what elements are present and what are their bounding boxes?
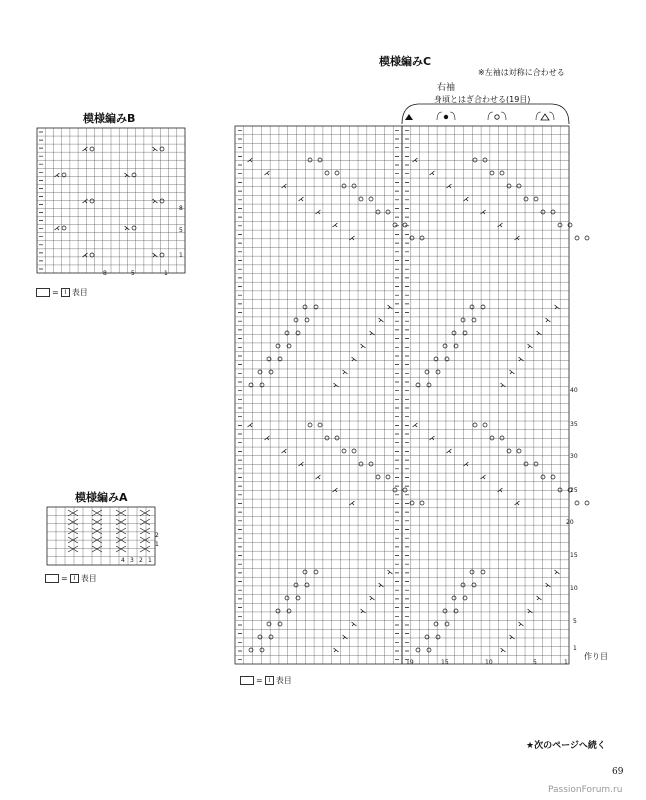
chart-c-lower-right-yarn-over <box>483 423 487 427</box>
chart-c-mid-right-yarn-over <box>454 344 458 348</box>
chart-c-mid-left-yarn-over <box>287 344 291 348</box>
chart-c-bottom-right-yarn-over <box>436 635 440 639</box>
cable-cross-symbol <box>68 519 78 525</box>
chart-c-lower-right-yarn-over <box>551 475 555 479</box>
chart-c-upper-right-yarn-over <box>558 223 562 227</box>
chart-c-mid-left-yarn-over <box>303 305 307 309</box>
decrease-symbol <box>153 253 158 257</box>
chart-c-bottom-right-decrease <box>555 570 560 574</box>
chart-c-mid-left-yarn-over <box>314 305 318 309</box>
chart-c-upper-left-yarn-over <box>325 171 329 175</box>
watermark: PassionForum.ru <box>548 785 623 795</box>
chart-c-mid-right-yarn-over <box>436 370 440 374</box>
chart-c-lower-right-decrease <box>464 462 469 466</box>
chart-c-upper-left-decrease <box>282 184 287 188</box>
chart-c-upper-right-decrease <box>498 223 503 227</box>
chart-c-bottom-left-yarn-over <box>285 596 289 600</box>
chart-c-bottom-left-decrease <box>370 596 375 600</box>
chart-c-lower-left-yarn-over <box>308 423 312 427</box>
start-label: 作り目 <box>584 652 608 661</box>
chart-c-upper-left-yarn-over <box>342 184 346 188</box>
chart-a-col-label: 4 <box>121 557 125 564</box>
chart-c-right-purl-column <box>405 130 409 659</box>
chart-c-lower-right-yarn-over <box>500 436 504 440</box>
chart-c-mid-right-yarn-over <box>461 318 465 322</box>
chart-b-title: 模様編みB <box>83 112 136 125</box>
chart-c-bottom-right-yarn-over <box>470 570 474 574</box>
legend-empty-box <box>36 288 50 297</box>
chart-c-left-lines <box>235 126 402 664</box>
cable-cross-symbol <box>92 528 102 534</box>
chart-b-col-label: 5 <box>131 270 135 277</box>
chart-c-bottom-left-yarn-over <box>287 609 291 613</box>
cable-cross-symbol <box>140 519 150 525</box>
chart-c-upper-left-yarn-over <box>318 158 322 162</box>
chart-c-bottom-left-decrease <box>361 609 366 613</box>
chart-c-bottom-right-yarn-over <box>425 635 429 639</box>
chart-c-bottom-right-decrease <box>519 622 524 626</box>
chart-c-lower-right-decrease <box>447 449 452 453</box>
decrease-symbol <box>153 199 158 203</box>
chart-c-mid-left-decrease <box>352 357 357 361</box>
marker-open-circle <box>495 115 499 119</box>
chart-c-upper-left-decrease <box>248 158 253 162</box>
cable-cross-symbol <box>68 528 78 534</box>
chart-c-upper-left-decrease <box>350 236 355 240</box>
chart-c-mid-right-decrease <box>519 357 524 361</box>
chart-c-col-label: 1 <box>564 659 568 666</box>
chart-c-lower-left-decrease <box>333 488 338 492</box>
chart-c-upper-right-decrease <box>515 236 520 240</box>
chart-c-mid-left-yarn-over <box>267 357 271 361</box>
chart-c-bottom-left-yarn-over <box>303 570 307 574</box>
chart-c-mid-left-yarn-over <box>296 331 300 335</box>
chart-c-upper-right-decrease <box>430 171 435 175</box>
chart-c-mid-left-yarn-over <box>258 370 262 374</box>
yarn-over-symbol <box>160 147 164 151</box>
chart-c-lower-right-yarn-over <box>558 488 562 492</box>
cable-cross-symbol <box>92 546 102 552</box>
chart-c-lower-right-yarn-over <box>473 423 477 427</box>
chart-c-lower-right-decrease <box>481 475 486 479</box>
chart-c-upper-left-yarn-over <box>308 158 312 162</box>
chart-c-lower-left-yarn-over <box>420 501 424 505</box>
chart-c-upper-left-yarn-over <box>393 223 397 227</box>
chart-c-bottom-left-decrease <box>352 622 357 626</box>
decrease-symbol <box>83 147 88 151</box>
chart-c-upper-right-yarn-over <box>534 197 538 201</box>
legend-text: 表目 <box>80 574 97 583</box>
chart-c-upper-right-decrease <box>413 158 418 162</box>
chart-c-upper-left-yarn-over <box>335 171 339 175</box>
yarn-over-symbol <box>132 173 136 177</box>
chart-c-legend <box>240 675 292 686</box>
cable-cross-symbol <box>68 546 78 552</box>
chart-b-row-label: 8 <box>179 205 183 212</box>
chart-c-mid-right-decrease <box>546 318 551 322</box>
chart-c-lower-right-yarn-over <box>585 501 589 505</box>
chart-c-mid-left-yarn-over <box>269 370 273 374</box>
chart-c-upper-right-yarn-over <box>483 158 487 162</box>
chart-c-bottom-right-yarn-over <box>463 596 467 600</box>
marker-filled-circle <box>444 115 448 119</box>
bracket-arc <box>437 112 455 120</box>
cable-cross-symbol <box>140 510 150 516</box>
decrease-symbol <box>83 199 88 203</box>
cable-cross-symbol <box>92 519 102 525</box>
chart-c-lower-left-yarn-over <box>410 501 414 505</box>
chart-c-bottom-left-decrease <box>334 648 339 652</box>
cable-cross-symbol <box>116 519 126 525</box>
chart-c-mid-left-decrease <box>388 305 393 309</box>
chart-c-mid-right-yarn-over <box>452 331 456 335</box>
cable-cross-symbol <box>92 510 102 516</box>
chart-c-upper-left-yarn-over <box>352 184 356 188</box>
chart-c-upper-right-yarn-over <box>568 223 572 227</box>
chart-c-mid-left-yarn-over <box>278 357 282 361</box>
chart-c-bottom-right-yarn-over <box>452 596 456 600</box>
decrease-symbol <box>125 226 130 230</box>
chart-b-purl-column <box>39 132 43 269</box>
chart-c-mid-right-yarn-over <box>416 383 420 387</box>
chart-c-bottom-right-decrease <box>528 609 533 613</box>
chart-c-upper-right-yarn-over <box>500 171 504 175</box>
chart-c-lower-right-yarn-over <box>517 449 521 453</box>
chart-c-bottom-left-yarn-over <box>305 583 309 587</box>
chart-c-lower-right-yarn-over <box>534 462 538 466</box>
chart-c-mid-left-decrease <box>361 344 366 348</box>
chart-c-upper-right-yarn-over <box>507 184 511 188</box>
chart-b-col-label: 1 <box>164 270 168 277</box>
sleeve-label: 右袖 <box>437 83 456 93</box>
chart-c-mid-right-decrease <box>501 383 506 387</box>
chart-c-lower-left-decrease <box>316 475 321 479</box>
chart-c-upper-left-yarn-over <box>410 236 414 240</box>
chart-c-bottom-right-yarn-over <box>472 583 476 587</box>
cable-cross-symbol <box>140 537 150 543</box>
chart-c-lower-right-yarn-over <box>575 501 579 505</box>
bracket-arc <box>536 112 554 120</box>
chart-c-upper-left-yarn-over <box>376 210 380 214</box>
chart-b-row-label: 1 <box>179 252 183 259</box>
page-number: 69 <box>612 767 624 777</box>
chart-c-upper-left-yarn-over <box>420 236 424 240</box>
cable-cross-symbol <box>116 528 126 534</box>
chart-c-lower-right-yarn-over <box>524 462 528 466</box>
cable-cross-symbol <box>92 537 102 543</box>
chart-c-upper-left-decrease <box>265 171 270 175</box>
chart-c-lower-right-decrease <box>515 501 520 505</box>
chart-c-right-lines <box>402 126 569 664</box>
chart-c-row-label: 40 <box>570 387 578 394</box>
yarn-over-symbol <box>160 199 164 203</box>
chart-c-upper-right-decrease <box>464 197 469 201</box>
chart-c-mid-left-decrease <box>343 370 348 374</box>
chart-c-upper-right-yarn-over <box>490 171 494 175</box>
chart-b-col-label: 8 <box>103 270 107 277</box>
chart-c-left-frame <box>235 126 402 664</box>
chart-a-col-label: 3 <box>130 557 134 564</box>
chart-c-mid-right-decrease <box>537 331 542 335</box>
marker-open-triangle <box>541 114 549 120</box>
chart-c-upper-left-yarn-over <box>386 210 390 214</box>
chart-c-mid-purl-column <box>395 130 399 659</box>
chart-c-mid-left-yarn-over <box>305 318 309 322</box>
chart-c-left-purl-column <box>238 130 242 659</box>
chart-c-bottom-right-decrease <box>501 648 506 652</box>
chart-c-bottom-right-yarn-over <box>427 648 431 652</box>
chart-c-mid-right-yarn-over <box>425 370 429 374</box>
chart-c-row-label: 15 <box>570 552 578 559</box>
chart-c-col-label: 10 <box>485 659 493 666</box>
chart-c-bottom-right-yarn-over <box>481 570 485 574</box>
chart-c-mid-right-decrease <box>555 305 560 309</box>
decrease-symbol <box>55 226 60 230</box>
chart-c-upper-right-yarn-over <box>541 210 545 214</box>
chart-c-mid-left-decrease <box>379 318 384 322</box>
legend-text: 表目 <box>275 676 292 685</box>
chart-c-title: 模様編みC <box>379 55 432 68</box>
chart-c-lower-right-decrease <box>498 488 503 492</box>
chart-c-note: ※左袖は対称に合わせる <box>478 68 565 77</box>
chart-c-mid-right-yarn-over <box>445 357 449 361</box>
chart-c-row-label: 25 <box>570 487 578 494</box>
chart-c-bottom-left-yarn-over <box>276 609 280 613</box>
chart-c-lower-left-yarn-over <box>386 475 390 479</box>
chart-c-mid-right-decrease <box>528 344 533 348</box>
chart-c-mid-right-yarn-over <box>470 305 474 309</box>
cable-cross-symbol <box>68 510 78 516</box>
chart-c-lower-right-yarn-over <box>507 449 511 453</box>
chart-c-upper-left-decrease <box>333 223 338 227</box>
bracket-arc <box>488 112 506 120</box>
chart-c-mid-right-yarn-over <box>434 357 438 361</box>
chart-c-lower-right-yarn-over <box>541 475 545 479</box>
chart-c-right-frame <box>402 126 569 664</box>
legend-empty-box <box>240 676 254 685</box>
chart-c-row-label: 35 <box>570 421 578 428</box>
chart-c-lower-left-decrease <box>299 462 304 466</box>
legend-equals: = <box>256 676 263 685</box>
chart-a-title: 模様編みA <box>75 491 128 504</box>
legend-equals: = <box>61 574 68 583</box>
marker-filled-triangle <box>405 114 413 120</box>
chart-c-col-label: 15 <box>441 659 449 666</box>
chart-c-mid-right-yarn-over <box>481 305 485 309</box>
chart-c-row-label: 30 <box>570 453 578 460</box>
chart-c-bottom-left-yarn-over <box>314 570 318 574</box>
decrease-symbol <box>55 173 60 177</box>
chart-c-mid-right-decrease <box>510 370 515 374</box>
chart-c-upper-left-yarn-over <box>369 197 373 201</box>
chart-c-lower-left-decrease <box>282 449 287 453</box>
chart-c-lower-left-yarn-over <box>342 449 346 453</box>
chart-c-bottom-right-yarn-over <box>443 609 447 613</box>
legend-knit-symbol: I <box>61 288 70 297</box>
chart-c-lower-left-yarn-over <box>369 462 373 466</box>
yarn-over-symbol <box>62 226 66 230</box>
chart-c-lower-right-decrease <box>413 423 418 427</box>
chart-c-bottom-right-yarn-over <box>461 583 465 587</box>
chart-a-row-label: 2 <box>155 532 159 539</box>
cable-cross-symbol <box>68 537 78 543</box>
chart-c-upper-right-yarn-over <box>517 184 521 188</box>
chart-c-bottom-right-yarn-over <box>434 622 438 626</box>
yarn-over-symbol <box>62 173 66 177</box>
chart-c-bottom-left-yarn-over <box>294 583 298 587</box>
chart-a-col-label: 1 <box>148 557 152 564</box>
chart-c-lower-left-yarn-over <box>393 488 397 492</box>
chart-c-lower-left-yarn-over <box>318 423 322 427</box>
chart-c-row-label: 1 <box>573 645 577 652</box>
chart-c-lower-right-yarn-over <box>490 436 494 440</box>
yarn-over-symbol <box>90 147 94 151</box>
yarn-over-symbol <box>90 199 94 203</box>
chart-c-bottom-right-decrease <box>546 583 551 587</box>
chart-c-lower-left-yarn-over <box>359 462 363 466</box>
chart-c-mid-left-yarn-over <box>260 383 264 387</box>
chart-c-bottom-left-yarn-over <box>269 635 273 639</box>
chart-c-col-label: 19 <box>406 659 414 666</box>
chart-c-bottom-right-yarn-over <box>445 622 449 626</box>
yarn-over-symbol <box>160 253 164 257</box>
chart-b-legend <box>36 287 88 298</box>
chart-c-upper-right-yarn-over <box>551 210 555 214</box>
chart-c-bottom-right-decrease <box>510 635 515 639</box>
chart-c-upper-right-yarn-over <box>585 236 589 240</box>
chart-c-lower-left-yarn-over <box>335 436 339 440</box>
chart-c-upper-left-yarn-over <box>403 223 407 227</box>
chart-a-legend <box>45 573 97 584</box>
cable-cross-symbol <box>116 537 126 543</box>
chart-c-mid-left-yarn-over <box>294 318 298 322</box>
chart-c-lower-left-decrease <box>248 423 253 427</box>
chart-c-lower-left-yarn-over <box>376 475 380 479</box>
chart-c-lower-left-yarn-over <box>325 436 329 440</box>
join-bracket <box>402 104 569 124</box>
chart-c-mid-right-yarn-over <box>472 318 476 322</box>
chart-c-upper-left-decrease <box>299 197 304 201</box>
chart-b-row-label: 5 <box>179 227 183 234</box>
legend-equals: = <box>52 288 59 297</box>
chart-c-bottom-left-decrease <box>388 570 393 574</box>
chart-c-mid-right-yarn-over <box>443 344 447 348</box>
chart-c-mid-left-yarn-over <box>276 344 280 348</box>
chart-c-mid-left-decrease <box>370 331 375 335</box>
chart-c-row-label: 10 <box>570 585 578 592</box>
join-label: 身頃とはぎ合わせる(19目) <box>434 95 531 104</box>
legend-empty-box <box>45 574 59 583</box>
chart-c-bottom-right-yarn-over <box>454 609 458 613</box>
chart-c-lower-left-yarn-over <box>403 488 407 492</box>
yarn-over-symbol <box>90 253 94 257</box>
chart-c-col-label: 5 <box>533 659 537 666</box>
chart-a-col-label: 2 <box>139 557 143 564</box>
chart-c-upper-left-yarn-over <box>359 197 363 201</box>
cable-cross-symbol <box>116 546 126 552</box>
chart-c-bottom-left-yarn-over <box>249 648 253 652</box>
decrease-symbol <box>153 147 158 151</box>
legend-knit-symbol: I <box>70 574 79 583</box>
legend-knit-symbol: I <box>265 676 274 685</box>
chart-c-bottom-left-yarn-over <box>296 596 300 600</box>
chart-c-bottom-left-yarn-over <box>267 622 271 626</box>
decrease-symbol <box>83 253 88 257</box>
legend-text: 表目 <box>71 288 88 297</box>
chart-c-lower-left-decrease <box>350 501 355 505</box>
chart-c-upper-right-yarn-over <box>524 197 528 201</box>
chart-b-frame <box>37 128 185 273</box>
chart-c-upper-right-yarn-over <box>473 158 477 162</box>
chart-a-row-label: 1 <box>155 541 159 548</box>
decrease-symbol <box>125 173 130 177</box>
chart-c-lower-left-decrease <box>265 436 270 440</box>
chart-c-bottom-left-yarn-over <box>258 635 262 639</box>
chart-c-mid-right-yarn-over <box>427 383 431 387</box>
chart-b-lines <box>37 128 185 273</box>
yarn-over-symbol <box>132 226 136 230</box>
chart-c-upper-left-decrease <box>316 210 321 214</box>
chart-c-lower-left-yarn-over <box>352 449 356 453</box>
chart-c-mid-right-yarn-over <box>463 331 467 335</box>
chart-c-upper-right-decrease <box>481 210 486 214</box>
continue-note: ★次のページへ続く <box>526 741 606 751</box>
chart-c-bottom-left-yarn-over <box>278 622 282 626</box>
cable-cross-symbol <box>116 510 126 516</box>
chart-c-row-label: 5 <box>573 618 577 625</box>
chart-c-upper-right-decrease <box>447 184 452 188</box>
chart-c-upper-right-yarn-over <box>575 236 579 240</box>
cable-cross-symbol <box>140 528 150 534</box>
chart-c-bottom-left-decrease <box>343 635 348 639</box>
chart-c-mid-left-yarn-over <box>249 383 253 387</box>
chart-c-bottom-right-decrease <box>537 596 542 600</box>
chart-c-lower-right-decrease <box>430 436 435 440</box>
chart-c-row-label: 20 <box>566 519 574 526</box>
cable-cross-symbol <box>140 546 150 552</box>
chart-c-bottom-left-decrease <box>379 583 384 587</box>
chart-c-mid-left-yarn-over <box>285 331 289 335</box>
chart-c-bottom-left-yarn-over <box>260 648 264 652</box>
chart-c-bottom-right-yarn-over <box>416 648 420 652</box>
chart-c-mid-left-decrease <box>334 383 339 387</box>
